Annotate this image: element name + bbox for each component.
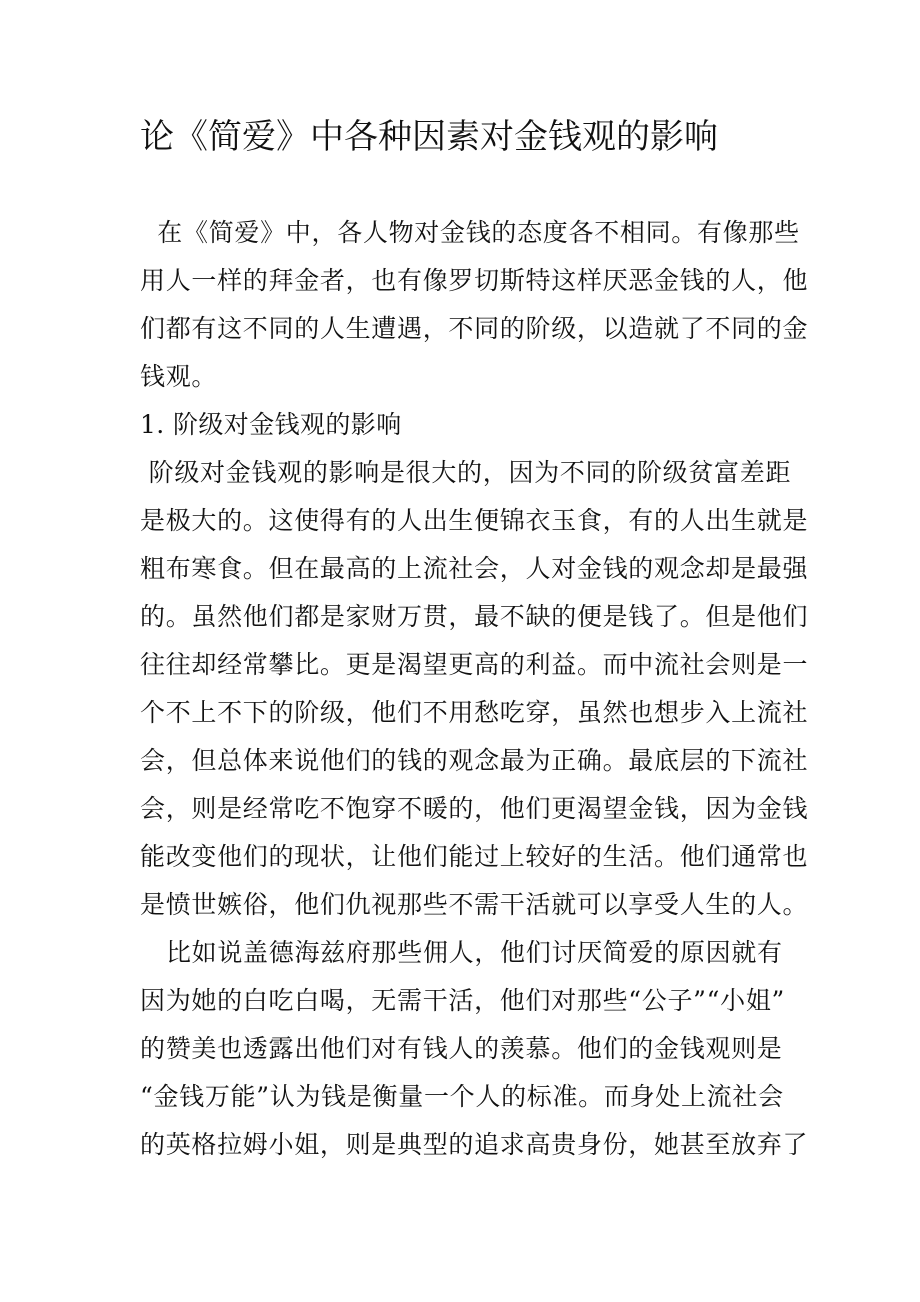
text-line: 粗布寒食。但在最高的上流社会，人对金钱的观念却是最强 bbox=[140, 554, 809, 583]
section-heading: 1. 阶级对金钱观的影响 bbox=[140, 410, 402, 439]
text-line: 们都有这不同的人生遭遇，不同的阶级，以造就了不同的金 bbox=[140, 314, 809, 343]
text-line: 阶级对金钱观的影响是很大的，因为不同的阶级贫富差距 bbox=[140, 458, 792, 487]
text-line: 是极大的。这使得有的人出生便锦衣玉食，有的人出生就是 bbox=[140, 506, 809, 535]
text-line: 比如说盖德海兹府那些佣人，他们讨厌简爱的原因就有 bbox=[140, 938, 783, 967]
text-line: 往往却经常攀比。更是渴望更高的利益。而中流社会则是一 bbox=[140, 650, 809, 679]
text-line: “金钱万能”认为钱是衡量一个人的标准。而身处上流社会 bbox=[140, 1082, 784, 1111]
document-body bbox=[140, 209, 809, 1169]
text-line: 个不上不下的阶级，他们不用愁吃穿，虽然也想步入上流社 bbox=[140, 698, 809, 727]
text-line: 的赞美也透露出他们对有钱人的羡慕。他们的金钱观则是 bbox=[140, 1034, 783, 1063]
text-line: 会，但总体来说他们的钱的观念最为正确。最底层的下流社 bbox=[140, 746, 809, 775]
text-line: 在《简爱》中，各人物对金钱的态度各不相同。有像那些 bbox=[140, 218, 800, 247]
text-line: 是愤世嫉俗，他们仇视那些不需干活就可以享受人生的人。 bbox=[140, 890, 809, 919]
text-line: 能改变他们的现状，让他们能过上较好的生活。他们通常也 bbox=[140, 842, 809, 871]
text-line: 的。虽然他们都是家财万贯，最不缺的便是钱了。但是他们 bbox=[140, 602, 809, 631]
text-line: 钱观。 bbox=[140, 362, 218, 391]
text-line: 的英格拉姆小姐，则是典型的追求高贵身份，她甚至放弃了 bbox=[140, 1130, 809, 1159]
text-line: 用人一样的拜金者，也有像罗切斯特这样厌恶金钱的人，他 bbox=[140, 266, 809, 295]
text-line: 会，则是经常吃不饱穿不暖的，他们更渴望金钱，因为金钱 bbox=[140, 794, 809, 823]
document-title: 论《简爱》中各种因素对金钱观的影响 bbox=[140, 117, 718, 157]
text-line: 因为她的白吃白喝，无需干活，他们对那些“公子”“小姐” bbox=[140, 986, 786, 1015]
